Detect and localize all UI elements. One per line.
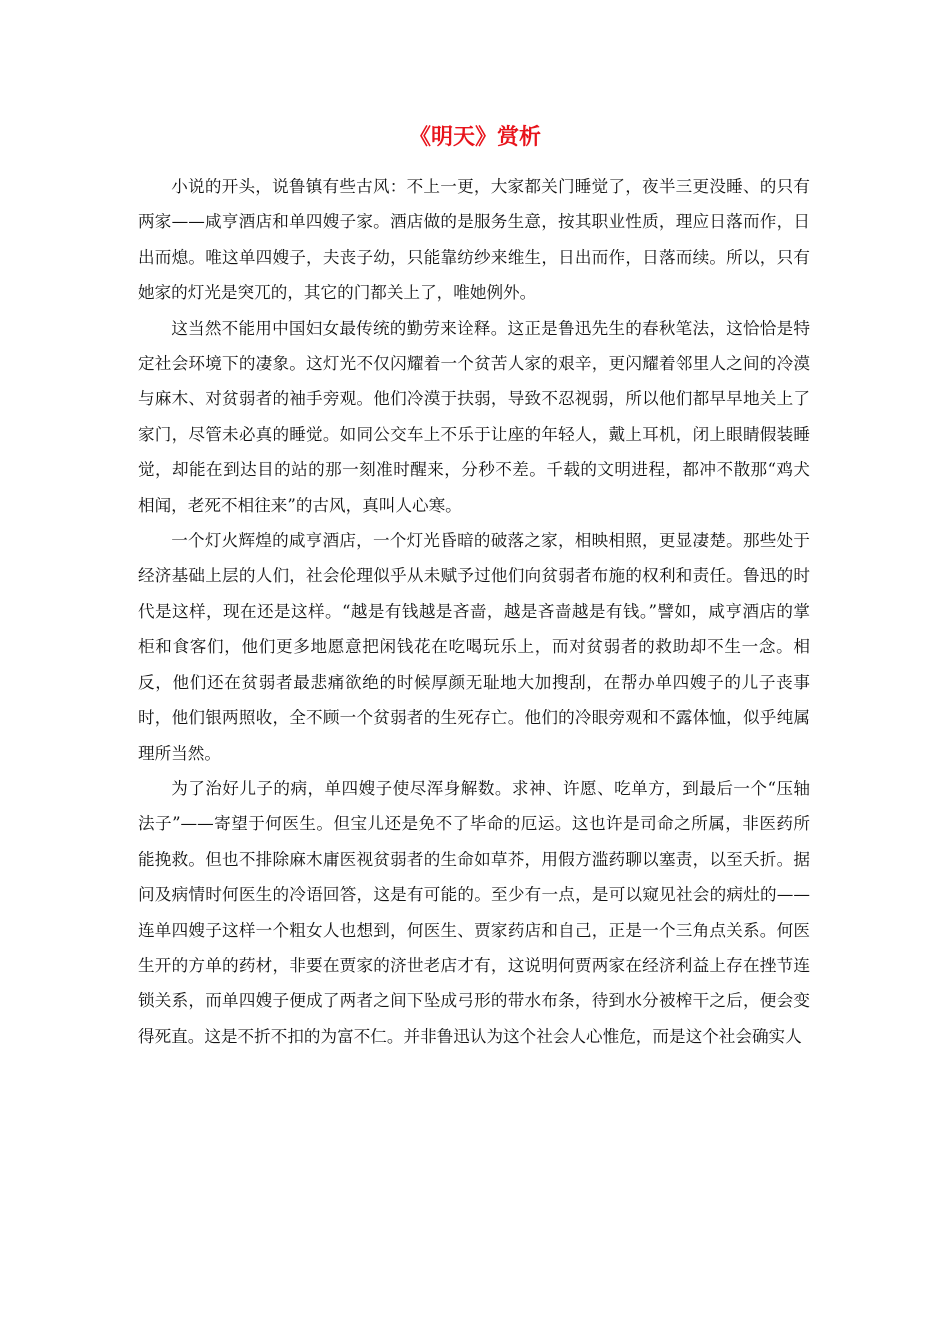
paragraph: 小说的开头，说鲁镇有些古风：不上一更，大家都关门睡觉了，夜半三更没睡、的只有两家——咸亨酒店和单四嫂子家。酒店做的是服务生意，按其职业性质，理应日落而作，日出而熄。唯这单四嫂子，夫丧子幼，只能靠纺纱来维生，日出而作，日落而续。所以，只有她家的灯光是突兀的，其它的门都关上了，唯她例外。	[138, 177, 810, 303]
paragraph: 为了治好儿子的病，单四嫂子使尽浑身解数。求神、许愿、吃单方，到最后一个“压轴法子”——寄望于何医生。但宝儿还是免不了毕命的厄运。这也许是司命之所属，非医药所能挽救。但也不排除麻木庸医视贫弱者的生命如草芥，用假方滥药聊以塞责，以至夭折。据问及病情时何医生的冷语回答，这是有可能的。至少有一点，是可以窥见社会的病灶的——连单四嫂子这样一个粗女人也想到，何医生、贾家药店和自己，正是一个三角点关系。何医生开的方单的药材，非要在贾家的济世老店才有，这说明何贾两家在经济利益上存在挫节连锁关系，而单四嫂子便成了两者之间下坠成弓形的带水布条，待到水分被榨干之后，便会变得死直。这是不折不扣的为富不仁。并非鲁迅认为这个社会人心惟危，而是这个社会确实人	[138, 778, 810, 1046]
document-title: 《明天》赏析	[408, 124, 541, 150]
document-body	[138, 169, 810, 1054]
paragraph: 这当然不能用中国妇女最传统的勤劳来诠释。这正是鲁迅先生的春秋笔法，这恰恰是特定社会环境下的凄象。这灯光不仅闪耀着一个贫苦人家的艰辛，更闪耀着邻里人之间的冷漠与麻木、对贫弱者的袖手旁观。他们冷漠于扶弱，导致不忍视弱，所以他们都早早地关上了家门，尽管未必真的睡觉。如同公交车上不乐于让座的年轻人，戴上耳机，闭上眼睛假装睡觉，却能在到达目的站的那一刻准时醒来，分秒不差。千载的文明进程，都冲不散那“鸡犬相闻，老死不相往来”的古风，真叫人心寒。	[138, 318, 810, 515]
paragraph: 一个灯火辉煌的咸亨酒店，一个灯光昏暗的破落之家，相映相照，更显凄楚。那些处于经济基础上层的人们，社会伦理似乎从未赋予过他们向贫弱者布施的权利和责任。鲁迅的时代是这样，现在还是这样。“越是有钱越是吝啬，越是吝啬越是有钱。”譬如，咸亨酒店的掌柜和食客们，他们更多地愿意把闲钱花在吃喝玩乐上，而对贫弱者的救助却不生一念。相反，他们还在贫弱者最悲痛欲绝的时候厚颜无耻地大加搜刮，在帮办单四嫂子的儿子丧事时，他们银两照收，全不顾一个贫弱者的生死存亡。他们的冷眼旁观和不露体恤，似乎纯属理所当然。	[138, 531, 810, 763]
